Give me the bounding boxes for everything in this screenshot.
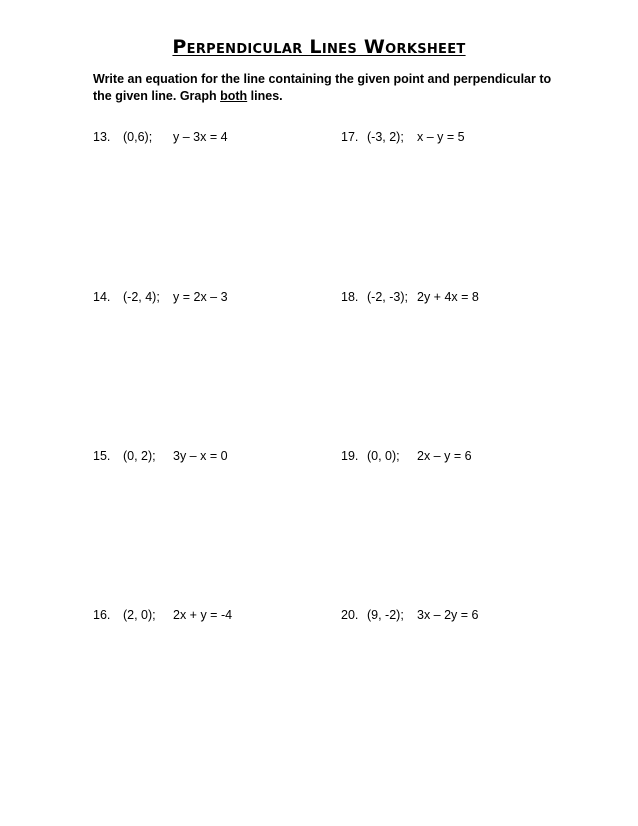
problem-equation: 3y – x = 0	[173, 449, 228, 463]
problem-equation: 3x – 2y = 6	[417, 608, 479, 622]
problem-point: (0, 2);	[123, 449, 156, 463]
problem-point: (-2, 4);	[123, 290, 160, 304]
problem-equation: 2y + 4x = 8	[417, 290, 479, 304]
problem-number: 14.	[93, 290, 111, 304]
problem-point: (2, 0);	[123, 608, 156, 622]
instructions-emphasis: both	[220, 89, 248, 103]
problem-number: 20.	[341, 608, 359, 622]
problem-point: (0,6);	[123, 130, 153, 144]
problem-equation: y – 3x = 4	[173, 130, 228, 144]
instructions-text: Write an equation for the line containing the given point and perpendicular to the given line. Graph	[93, 72, 552, 103]
problem-number: 13.	[93, 130, 111, 144]
problem-point: (-2, -3);	[367, 290, 408, 304]
problem-equation: 2x – y = 6	[417, 449, 472, 463]
problem-number: 19.	[341, 449, 359, 463]
instructions	[93, 71, 563, 105]
instructions-text-end: lines.	[247, 89, 283, 103]
problem-number: 16.	[93, 608, 111, 622]
worksheet-title: Perpendicular Lines Worksheet	[172, 36, 466, 58]
problem-point: (-3, 2);	[367, 130, 404, 144]
problem-point: (0, 0);	[367, 449, 400, 463]
problem-equation: 2x + y = -4	[173, 608, 233, 622]
problem-equation: y = 2x – 3	[173, 290, 228, 304]
problem-point: (9, -2);	[367, 608, 404, 622]
problem-number: 17.	[341, 130, 359, 144]
problem-number: 18.	[341, 290, 359, 304]
problem-number: 15.	[93, 449, 111, 463]
problem-equation: x – y = 5	[417, 130, 465, 144]
